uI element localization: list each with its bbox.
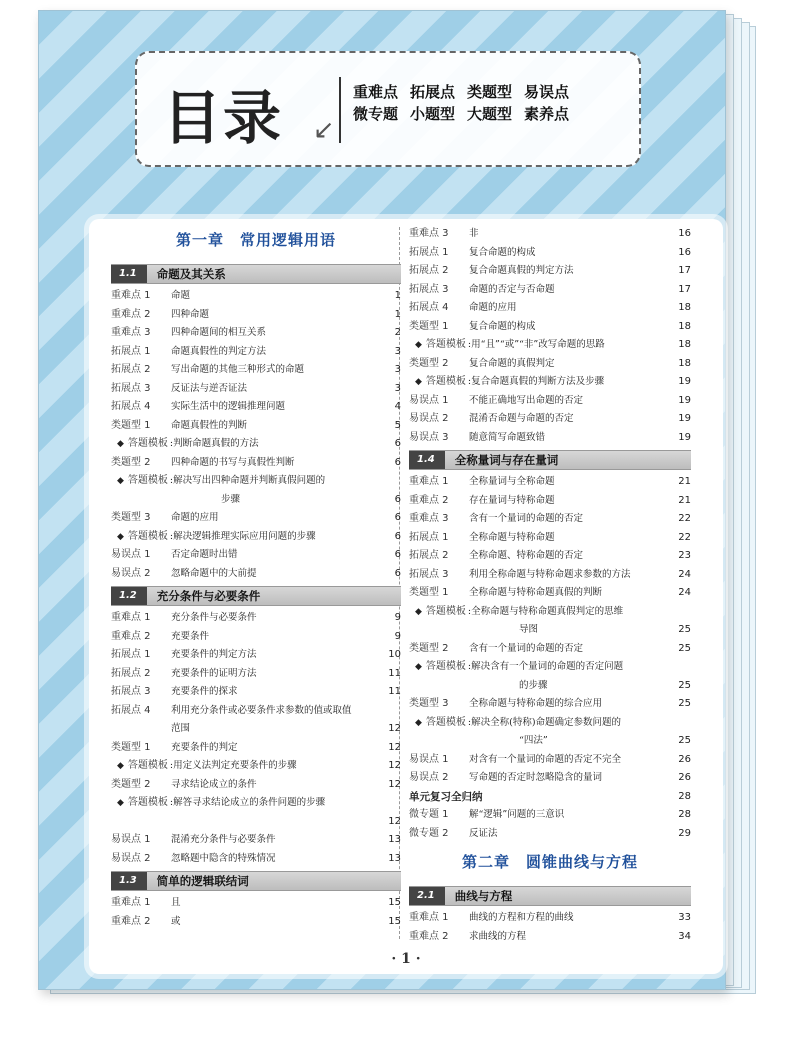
toc-entry[interactable] — [409, 677, 691, 696]
toc-entry-title: :解决逻辑推理实际应用问题的步骤 — [169, 530, 316, 542]
toc-entry-page: 21 — [678, 494, 691, 506]
toc-entry[interactable] — [111, 739, 401, 758]
toc-entry[interactable] — [111, 628, 401, 647]
toc-entry-label: ◆ 答题模板 — [111, 528, 168, 547]
toc-template-entry[interactable] — [111, 472, 401, 491]
toc-entry-title: 全称命题与特称命题真假的判断 — [469, 587, 603, 598]
toc-entry-page: 25 — [678, 679, 691, 691]
section-header — [409, 450, 691, 470]
toc-entry[interactable] — [409, 529, 691, 548]
toc-entry[interactable] — [409, 473, 691, 492]
toc-template-entry[interactable] — [409, 714, 691, 733]
toc-entry-label: 微专题 1 — [409, 809, 449, 820]
toc-entry-page: 11 — [388, 667, 401, 679]
toc-entry-label: 易误点 1 — [409, 394, 449, 406]
toc-left-column — [111, 225, 401, 931]
toc-entry-page: 4 — [394, 401, 401, 412]
toc-entry[interactable] — [409, 318, 691, 337]
toc-entry-label: ◆ 答题模板 — [111, 472, 168, 491]
toc-entry-title: 存在量词与特称命题 — [469, 494, 555, 506]
toc-entry-label: ◆ 答题模板 — [409, 373, 466, 392]
toc-entry-page: 25 — [678, 624, 691, 635]
toc-entry-page: 12 — [388, 723, 401, 734]
toc-template-entry[interactable] — [111, 435, 401, 454]
toc-entry-title: 反证法与逆否证法 — [171, 382, 248, 394]
toc-entry[interactable] — [409, 510, 691, 529]
toc-entry-label: 拓展点 1 — [409, 531, 449, 543]
toc-entry-page: 3 — [394, 345, 401, 357]
toc-entry-page: 6 — [394, 549, 401, 560]
toc-entry-label: 拓展点 4 — [409, 302, 449, 313]
toc-entry-label: 易误点 1 — [111, 834, 151, 845]
toc-entry[interactable] — [409, 788, 691, 807]
toc-entry[interactable] — [409, 410, 691, 429]
toc-entry-label: 拓展点 4 — [111, 704, 151, 716]
toc-entry-label: 重难点 1 — [409, 912, 449, 923]
toc-entry-page: 6 — [394, 567, 401, 579]
toc-entry-page: 12 — [388, 815, 401, 827]
toc-entry-label: 类题型 2 — [111, 778, 151, 790]
toc-entry[interactable] — [409, 299, 691, 318]
tag-label: 拓展点 — [410, 83, 456, 101]
book-page — [38, 10, 726, 990]
toc-template-entry[interactable] — [111, 794, 401, 813]
toc-entry-title: 命题真假性的判定方法 — [171, 345, 267, 357]
toc-entry-page: 13 — [388, 834, 401, 845]
section-title: 曲线与方程 — [454, 889, 513, 903]
toc-entry[interactable] — [111, 813, 401, 832]
toc-entry[interactable] — [409, 640, 691, 659]
toc-entry[interactable] — [409, 928, 691, 947]
toc-entry-title: 含有一个量词的命题的否定 — [469, 642, 584, 654]
toc-entry[interactable] — [111, 361, 401, 380]
toc-entry[interactable] — [409, 492, 691, 511]
toc-entry-title: 忽略题中隐含的特殊情况 — [171, 852, 276, 864]
toc-entry-title: :用定义法判定充要条件的步骤 — [169, 760, 297, 771]
toc-entry-title: 写命题的否定时忽略隐含的量词 — [469, 772, 603, 783]
toc-entry-page: 9 — [394, 630, 401, 642]
toc-entry-title: 四种命题间的相互关系 — [171, 327, 267, 338]
toc-entry-title: 实际生活中的逻辑推理问题 — [171, 401, 286, 412]
toc-entry-label: 易误点 2 — [409, 413, 449, 424]
toc-entry-title: 全称命题、特称命题的否定 — [469, 550, 584, 561]
toc-entry[interactable] — [409, 584, 691, 603]
toc-entry-page: 6 — [394, 530, 401, 542]
toc-entry[interactable] — [409, 429, 691, 448]
toc-entry-label: 拓展点 3 — [409, 568, 449, 580]
toc-entry-label: 拓展点 3 — [111, 382, 151, 394]
toc-entry-label: 重难点 3 — [409, 228, 449, 239]
toc-entry[interactable] — [409, 825, 691, 844]
toc-entry-page: 3 — [394, 364, 401, 375]
toc-entry-title: :解决全称(特称)命题确定参数问题的 — [467, 716, 622, 728]
toc-entry-page: 19 — [678, 413, 691, 424]
toc-entry-page: 13 — [388, 852, 401, 864]
toc-entry-label: 易误点 2 — [111, 852, 151, 864]
toc-entry-label: 易误点 3 — [409, 431, 449, 443]
toc-entry-title: 导图 — [519, 624, 539, 635]
toc-entry-label: ◆ 答题模板 — [111, 757, 168, 776]
toc-entry-title: 否定命题时出错 — [171, 549, 238, 560]
toc-entry[interactable] — [111, 913, 401, 932]
toc-entry[interactable] — [111, 324, 401, 343]
toc-entry[interactable] — [111, 398, 401, 417]
toc-entry-page: 6 — [394, 438, 401, 449]
toc-entry-title: 命题真假性的判断 — [171, 419, 248, 431]
toc-entry-title: 充要条件的判定方法 — [171, 649, 257, 660]
page-number: · 1 · — [391, 951, 421, 967]
toc-entry-title: 随意简写命题致错 — [469, 431, 546, 443]
toc-template-entry[interactable] — [409, 373, 691, 392]
toc-right-column — [409, 225, 691, 946]
toc-entry-page: 1 — [394, 290, 401, 301]
toc-entry-label: ◆ 答题模板 — [409, 658, 466, 677]
toc-entry-label: 类题型 2 — [409, 357, 449, 369]
tag-label: 微专题 — [353, 105, 399, 123]
toc-entry-label: 类题型 2 — [409, 642, 449, 654]
toc-entry-label: 重难点 1 — [409, 476, 449, 487]
section-number: 1.3 — [111, 872, 147, 890]
toc-entry-page: 9 — [394, 612, 401, 623]
toc-entry[interactable] — [111, 380, 401, 399]
toc-entry-title: 充要条件的证明方法 — [171, 667, 257, 679]
toc-entry-title: 对含有一个量词的命题的否定不完全 — [469, 753, 622, 765]
toc-entry-page: 16 — [678, 246, 691, 258]
toc-entry-title: 混淆充分条件与必要条件 — [171, 834, 276, 845]
section-header — [111, 871, 401, 891]
toc-entry-title: 解“逻辑”问题的三意识 — [469, 809, 565, 820]
section-header — [409, 886, 691, 906]
toc-entry-page: 6 — [394, 512, 401, 523]
toc-template-entry[interactable] — [111, 757, 401, 776]
toc-entry-title: 全称量词与全称命题 — [469, 476, 555, 487]
toc-entry-title: 命题的否定与否命题 — [469, 283, 555, 295]
toc-entry-page: 22 — [678, 513, 691, 524]
toc-entry-title: 寻求结论成立的条件 — [171, 778, 257, 790]
toc-entry-page: 34 — [678, 930, 691, 942]
toc-entry-label: 易误点 2 — [409, 772, 449, 783]
toc-entry-page: 16 — [678, 228, 691, 239]
tag-label: 小题型 — [410, 105, 456, 123]
toc-entry-title: 利用全称命题与特称命题求参数的方法 — [469, 568, 631, 580]
toc-entry-title: 反证法 — [469, 827, 498, 839]
toc-entry[interactable] — [111, 287, 401, 306]
toc-entry-label: 拓展点 3 — [409, 283, 449, 295]
toc-entry[interactable] — [111, 831, 401, 850]
toc-entry-label: 拓展点 2 — [111, 667, 151, 679]
toc-entry-label: 重难点 2 — [111, 915, 151, 927]
section-title: 命题及其关系 — [156, 267, 226, 281]
tag-label: 类题型 — [467, 83, 513, 101]
arrow-icon: ↙ — [313, 115, 335, 145]
toc-entry-label: ◆ 答题模板 — [409, 714, 466, 733]
toc-entry-label: 重难点 2 — [111, 308, 151, 320]
chapter-1-title: 第一章 常用逻辑用语 — [175, 231, 336, 249]
toc-entry-page: 12 — [388, 778, 401, 790]
toc-entry-title: 充要条件的判定 — [171, 741, 238, 753]
section-number: 1.1 — [111, 265, 147, 283]
toc-entry-page: 17 — [678, 283, 691, 295]
toc-entry-label: 重难点 2 — [409, 494, 449, 506]
toc-entry-page: 25 — [678, 735, 691, 746]
toc-entry[interactable] — [111, 491, 401, 510]
toc-entry-label: ◆ 答题模板 — [111, 794, 168, 813]
toc-entry-page: 18 — [678, 320, 691, 332]
toc-entry-title: “四法” — [519, 735, 548, 746]
toc-entry[interactable] — [111, 546, 401, 565]
toc-entry-title: 复合命题的构成 — [469, 246, 536, 258]
toc-entry[interactable] — [111, 720, 401, 739]
toc-entry-page: 23 — [678, 550, 691, 561]
section-number: 1.2 — [111, 587, 147, 605]
toc-entry[interactable] — [409, 262, 691, 281]
toc-entry-title: 含有一个量词的命题的否定 — [469, 513, 584, 524]
toc-entry-label: 重难点 2 — [111, 630, 151, 642]
toc-entry[interactable] — [111, 702, 401, 721]
section-header — [111, 586, 401, 606]
toc-entry-label: 拓展点 2 — [409, 265, 449, 276]
toc-entry-page: 24 — [678, 568, 691, 580]
tag-list — [353, 81, 633, 125]
toc-entry-title: 求曲线的方程 — [469, 930, 527, 942]
toc-entry-title: 单元复习全归纳 — [409, 790, 483, 803]
toc-entry-page: 24 — [678, 587, 691, 598]
toc-entry-page: 15 — [388, 915, 401, 927]
tag-label: 大题型 — [467, 105, 513, 123]
toc-entry-label: 重难点 1 — [111, 290, 151, 301]
toc-entry-page: 3 — [394, 382, 401, 394]
toc-entry-title: :复合命题真假的判断方法及步骤 — [467, 376, 605, 387]
toc-entry-label: 拓展点 1 — [409, 246, 449, 258]
toc-entry-title: 不能正确地写出命题的否定 — [469, 394, 584, 406]
toc-entry-title: 命题的应用 — [469, 302, 517, 313]
toc-entry-page: 26 — [678, 772, 691, 783]
toc-entry-title: 复合命题的真假判定 — [469, 357, 555, 369]
toc-entry[interactable] — [111, 509, 401, 528]
toc-entry-page: 19 — [678, 431, 691, 443]
toc-template-entry[interactable] — [111, 528, 401, 547]
toc-entry[interactable] — [111, 454, 401, 473]
toc-entry-label: 类题型 1 — [111, 419, 151, 431]
toc-entry[interactable] — [111, 894, 401, 913]
chapter-2-title: 第二章 圆锥曲线与方程 — [461, 853, 638, 871]
toc-entry-label: 重难点 3 — [409, 513, 449, 524]
toc-entry-title: 充要条件的探求 — [171, 686, 238, 697]
toc-entry-page: 12 — [388, 741, 401, 753]
toc-entry-title: 充分条件与必要条件 — [171, 612, 257, 623]
toc-entry-title: 利用充分条件或必要条件求参数的值或取值 — [171, 704, 352, 716]
toc-entry-page: 26 — [678, 753, 691, 765]
toc-entry-label: 拓展点 1 — [111, 649, 151, 660]
toc-entry-label: 类题型 3 — [111, 512, 151, 523]
toc-template-entry[interactable] — [409, 658, 691, 677]
toc-entry[interactable] — [409, 732, 691, 751]
toc-entry-title: :解答寻求结论成立的条件问题的步骤 — [169, 797, 326, 808]
toc-entry[interactable] — [409, 281, 691, 300]
toc-entry-title: 且 — [171, 897, 181, 908]
toc-entry-page: 2 — [394, 327, 401, 338]
tag-label: 易误点 — [524, 83, 570, 101]
toc-entry-label: 拓展点 2 — [111, 364, 151, 375]
page-title: 目录 — [163, 84, 284, 152]
toc-entry-title: 四种命题的书写与真假性判断 — [171, 456, 295, 468]
toc-entry-page: 22 — [678, 531, 691, 543]
toc-entry-title: :判断命题真假的方法 — [169, 438, 259, 449]
toc-entry[interactable] — [409, 769, 691, 788]
toc-entry-label: ◆ 答题模板 — [111, 435, 168, 454]
toc-entry-title: 四种命题 — [171, 308, 210, 320]
toc-entry-page: 29 — [678, 827, 691, 839]
toc-entry-page: 17 — [678, 265, 691, 276]
toc-entry-label: 拓展点 3 — [111, 686, 151, 697]
toc-entry[interactable] — [409, 244, 691, 263]
toc-entry-page: 6 — [394, 493, 401, 505]
toc-entry[interactable] — [111, 646, 401, 665]
toc-entry-page: 19 — [678, 376, 691, 387]
toc-entry-title: 命题 — [171, 290, 191, 301]
toc-entry-title: 的步骤 — [519, 679, 548, 691]
section-title: 全称量词与存在量词 — [454, 453, 559, 467]
toc-entry-label: 重难点 1 — [111, 897, 151, 908]
toc-entry-title: 全称命题与特称命题的综合应用 — [469, 698, 603, 709]
toc-entry[interactable] — [111, 565, 401, 584]
toc-entry-title: :解决含有一个量词的命题的否定问题 — [467, 661, 624, 672]
toc-entry-page: 28 — [678, 790, 691, 802]
toc-entry-page: 10 — [388, 649, 401, 660]
toc-entry[interactable] — [409, 621, 691, 640]
toc-panel — [89, 219, 723, 974]
toc-entry-label: 重难点 1 — [111, 612, 151, 623]
toc-entry-title: 复合命题真假的判定方法 — [469, 265, 574, 276]
toc-entry[interactable] — [111, 665, 401, 684]
toc-entry-title: 复合命题的构成 — [469, 320, 536, 332]
toc-entry-page: 25 — [678, 698, 691, 709]
toc-entry[interactable] — [111, 776, 401, 795]
toc-entry-title: 充要条件 — [171, 630, 210, 642]
toc-entry-page: 18 — [678, 357, 691, 369]
toc-entry-label: 重难点 3 — [111, 327, 151, 338]
toc-entry-title: 全称命题与特称命题 — [469, 531, 555, 543]
toc-entry-page: 5 — [394, 419, 401, 431]
toc-entry[interactable] — [409, 355, 691, 374]
tag-label: 素养点 — [524, 105, 570, 123]
toc-entry-title: 或 — [171, 915, 181, 927]
toc-entry[interactable] — [409, 547, 691, 566]
toc-entry-label: 易误点 2 — [111, 567, 151, 579]
toc-entry-label: 易误点 1 — [111, 549, 151, 560]
toc-entry-page: 19 — [678, 394, 691, 406]
toc-entry-title: 混淆否命题与命题的否定 — [469, 413, 574, 424]
toc-entry[interactable] — [111, 306, 401, 325]
toc-entry-label: ◆ 答题模板 — [409, 603, 466, 622]
toc-template-entry[interactable] — [409, 603, 691, 622]
toc-entry-label: 拓展点 2 — [409, 550, 449, 561]
toc-entry[interactable] — [111, 850, 401, 869]
section-number: 2.1 — [409, 887, 445, 905]
section-title: 充分条件与必要条件 — [156, 589, 261, 603]
title-divider — [339, 77, 341, 143]
toc-entry-title: 曲线的方程和方程的曲线 — [469, 912, 574, 923]
toc-entry-page: 12 — [388, 760, 401, 771]
toc-entry-label: 类题型 1 — [111, 741, 151, 753]
toc-entry-label: ◆ 答题模板 — [409, 336, 466, 355]
toc-entry[interactable] — [111, 343, 401, 362]
toc-entry[interactable] — [111, 417, 401, 436]
toc-entry-title: 写出命题的其他三种形式的命题 — [171, 364, 305, 375]
toc-entry-label: 拓展点 4 — [111, 401, 151, 412]
toc-entry-page: 1 — [394, 308, 401, 320]
toc-entry-title: :用“且”“或”“非”改写命题的思路 — [467, 339, 605, 350]
toc-entry-title: 命题的应用 — [171, 512, 219, 523]
title-box — [135, 51, 641, 167]
toc-entry-page: 6 — [394, 456, 401, 468]
toc-entry-page: 33 — [678, 912, 691, 923]
section-header — [111, 264, 401, 284]
toc-entry[interactable] — [409, 566, 691, 585]
toc-entry-title: 忽略命题中的大前提 — [171, 567, 257, 579]
toc-entry-label: 重难点 2 — [409, 930, 449, 942]
toc-entry[interactable] — [111, 609, 401, 628]
toc-entry-title: :全称命题与特称命题真假判定的思维 — [467, 605, 624, 617]
tag-label: 重难点 — [353, 83, 399, 101]
toc-entry-page: 28 — [678, 809, 691, 820]
toc-entry-title: 步骤 — [221, 493, 241, 505]
toc-entry-label: 类题型 3 — [409, 698, 449, 709]
toc-entry-label: 类题型 2 — [111, 456, 151, 468]
toc-entry-label: 易误点 1 — [409, 753, 449, 765]
toc-entry[interactable] — [409, 695, 691, 714]
toc-entry-page: 11 — [388, 686, 401, 697]
section-number: 1.4 — [409, 451, 445, 469]
toc-entry-title: 范围 — [171, 723, 191, 734]
toc-entry-page: 18 — [678, 339, 691, 350]
toc-entry-page: 25 — [678, 642, 691, 654]
toc-entry[interactable] — [409, 225, 691, 244]
toc-entry[interactable] — [409, 751, 691, 770]
toc-entry-label: 类题型 1 — [409, 320, 449, 332]
toc-entry-page: 21 — [678, 476, 691, 487]
section-title: 简单的逻辑联结词 — [156, 874, 249, 888]
toc-entry[interactable] — [409, 909, 691, 928]
toc-entry-label: 类题型 1 — [409, 587, 449, 598]
toc-entry[interactable] — [409, 392, 691, 411]
toc-entry-page: 18 — [678, 302, 691, 313]
toc-entry-title: :解决写出四种命题并判断真假问题的 — [169, 475, 326, 486]
toc-template-entry[interactable] — [409, 336, 691, 355]
toc-entry-title: 非 — [469, 228, 479, 239]
toc-entry[interactable] — [409, 806, 691, 825]
toc-entry-label: 拓展点 1 — [111, 345, 151, 357]
toc-entry[interactable] — [111, 683, 401, 702]
toc-entry-page: 15 — [388, 897, 401, 908]
toc-entry-label: 微专题 2 — [409, 827, 449, 839]
